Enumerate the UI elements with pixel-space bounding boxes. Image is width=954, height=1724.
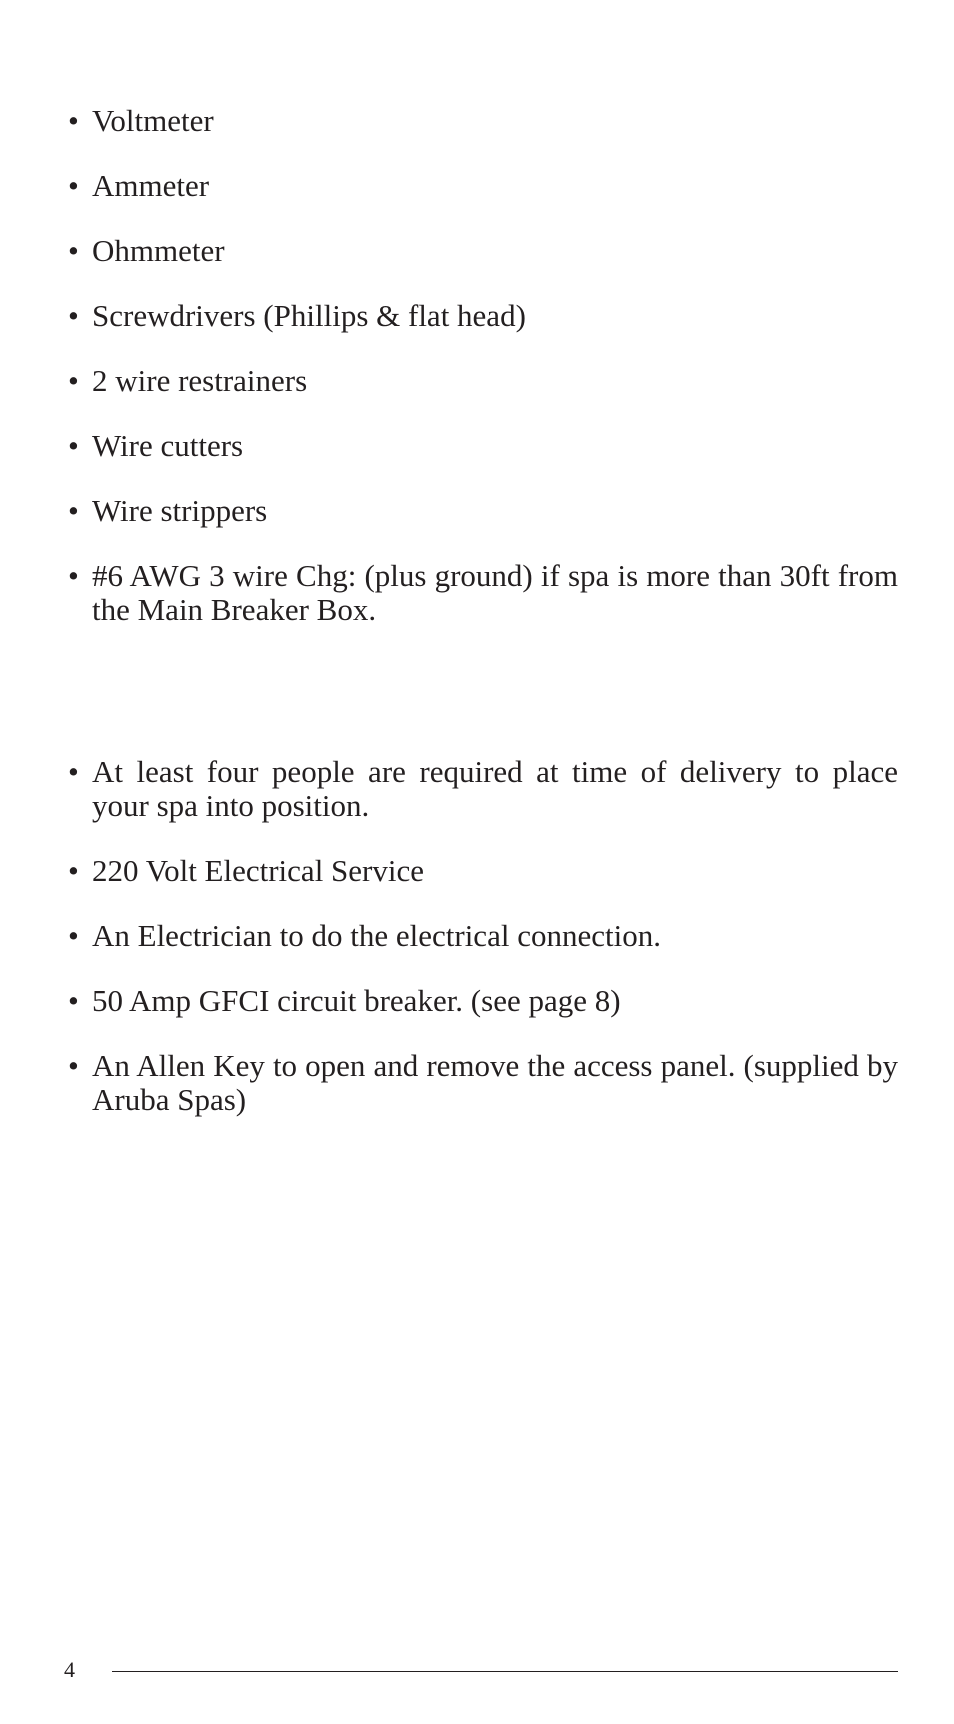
list-item-text: Wire strippers xyxy=(92,493,268,528)
list-item xyxy=(68,919,898,953)
list-item-text: 50 Amp GFCI circuit breaker. (see page 8) xyxy=(92,983,621,1018)
list-item-text: Screwdrivers (Phillips & flat head) xyxy=(92,298,526,333)
list-item xyxy=(68,1049,898,1117)
list-item-text: #6 AWG 3 wire Chg: (plus ground) if spa is more than 30ft from the Main Breaker Box. xyxy=(92,558,898,627)
bullet-icon: • xyxy=(68,103,79,138)
page-number: 4 xyxy=(64,1657,75,1682)
list-item xyxy=(68,755,898,823)
tools-list xyxy=(68,104,898,627)
bullet-icon: • xyxy=(68,298,79,333)
list-item-text: Ammeter xyxy=(92,168,210,203)
list-item-text: 220 Volt Electrical Service xyxy=(92,853,425,888)
list-item xyxy=(68,984,898,1018)
bullet-icon: • xyxy=(68,1048,79,1083)
list-item-text: An Electrician to do the electrical connection. xyxy=(92,918,661,953)
bullet-icon: • xyxy=(68,168,79,203)
footer-divider xyxy=(112,1671,898,1672)
bullet-icon: • xyxy=(68,493,79,528)
bullet-icon: • xyxy=(68,428,79,463)
list-item xyxy=(68,299,898,333)
list-item xyxy=(68,429,898,463)
list-item xyxy=(68,169,898,203)
bullet-icon: • xyxy=(68,918,79,953)
list-item-text: Ohmmeter xyxy=(92,233,225,268)
bullet-icon: • xyxy=(68,558,79,593)
list-item-text: Voltmeter xyxy=(92,103,214,138)
requirements-list xyxy=(68,755,898,1117)
page-footer xyxy=(64,1655,898,1685)
bullet-icon: • xyxy=(68,363,79,398)
list-item-text: Wire cutters xyxy=(92,428,244,463)
list-item-text: At least four people are required at time of delivery to place your spa into position. xyxy=(92,754,898,823)
bullet-icon: • xyxy=(68,853,79,888)
list-item xyxy=(68,364,898,398)
list-item xyxy=(68,234,898,268)
bullet-icon: • xyxy=(68,754,79,789)
list-item xyxy=(68,494,898,528)
bullet-icon: • xyxy=(68,233,79,268)
list-item xyxy=(68,854,898,888)
list-item xyxy=(68,104,898,138)
bullet-icon: • xyxy=(68,983,79,1018)
list-item-text: 2 wire restrainers xyxy=(92,363,308,398)
list-item-text: An Allen Key to open and remove the access panel. (supplied by Aruba Spas) xyxy=(92,1048,898,1117)
list-item xyxy=(68,559,898,627)
